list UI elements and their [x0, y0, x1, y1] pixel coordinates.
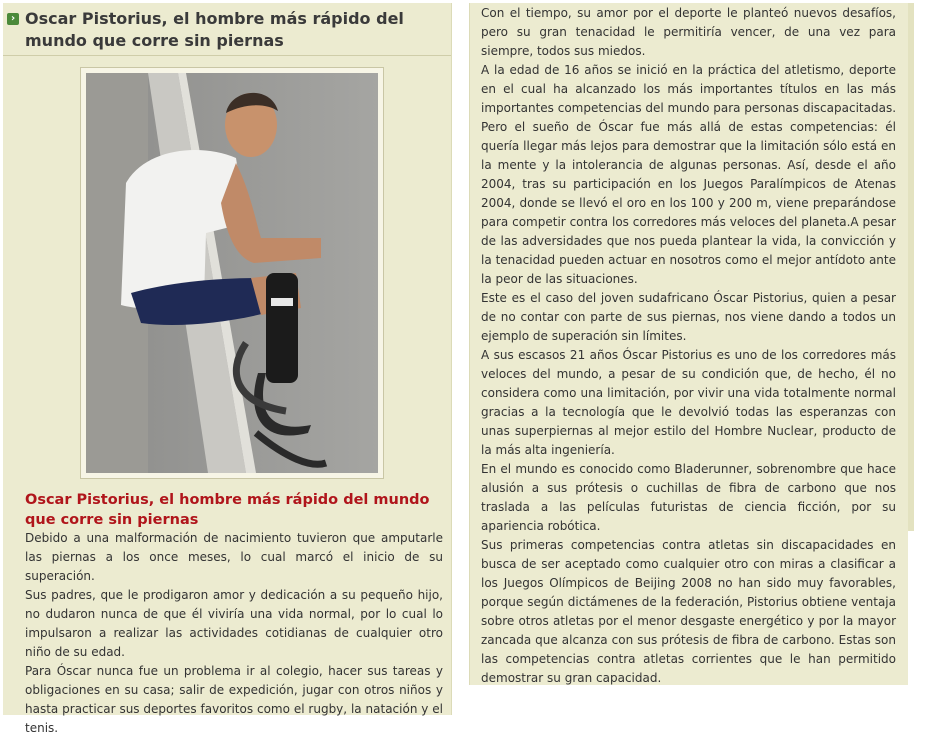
- paragraph: Con el tiempo, su amor por el deporte le planteó nuevos desafíos, pero su gran tenacidad le permitiría vencer, de una vez para siempre, todos sus miedos.: [481, 6, 896, 58]
- athlete-photo: [80, 67, 384, 479]
- paragraph: En el mundo es conocido como Bladerunner, sobrenombre que hace alusión a sus prótesis o cuchillas de fibra de carbono que nos traslada a las películas futuristas de ciencia ficción, por su apariencia robótica.: [481, 462, 896, 533]
- paragraph: Pero el sueño de Óscar fue más allá de estas competencias: él quería llegar más lejos para demostrar que la limitación sólo está en la mente y la intolerancia de algunas personas. Así, desde el año 2004, tras su participación en los Juegos Paralímpicos de Atenas 2004, donde se llevó el oro en los 100 y 200 m, viene preparándose para competir contra los corredores más veloces del planeta.A pesar de las adversidades que nos pueda plantear la vida, la convicción y la tenacidad pueden actuar en nosotros como el mejor antídoto ante la peor de las situaciones.: [481, 120, 896, 286]
- athlete-photo-image: [86, 73, 378, 473]
- left-column: [3, 3, 452, 735]
- page-title: Oscar Pistorius, el hombre más rápido del mundo que corre sin piernas: [25, 9, 404, 50]
- paragraph: A la edad de 16 años se inició en la práctica del atletismo, deporte en el cual ha alcanzado los más importantes títulos en las más importantes competencias del mundo para personas discapacitadas.: [481, 63, 897, 115]
- article-subtitle: Oscar Pistorius, el hombre más rápido del mundo que corre sin piernas: [25, 492, 430, 528]
- right-body-text: [481, 4, 896, 688]
- paragraph: Este es el caso del joven sudafricano Óscar Pistorius, quien a pesar de no contar con parte de sus piernas, nos viene dando a todos un ejemplo de superación sin límites.: [481, 291, 896, 343]
- paragraph: A sus escasos 21 años Óscar Pistorius es uno de los corredores más veloces del mundo, a pesar de su condición que, de hecho, él no considera como una limitación, por vivir una vida totalmente normal gracias a la tecnología que le devolvió todas las esperanzas con unas superpiernas al mejor estilo del Hombre Nuclear, producto de la más alta ingeniería.: [481, 348, 896, 457]
- article-header: [3, 3, 451, 56]
- paragraph: Sus primeras competencias contra atletas sin discapacidades en busca de ser aceptado como cualquier otro con miras a clasificar a los Juegos Olímpicos de Beijing 2008 no han sido muy favorables, porque según dictámenes de la federación, Pistorius obtiene ventaja sobre otros atletas por el menor desgaste energético y por la mayor zancada que alcanza con sus prótesis de fibra de carbono. Estas son las competencias contra atletas corrientes que le han permitido demostrar su gran capacidad.: [481, 538, 896, 685]
- arrow-right-icon: ›: [7, 13, 19, 25]
- paragraph: Para Óscar nunca fue un problema ir al colegio, hacer sus tareas y obligaciones en su casa; salir de expedición, jugar con otros niños y hasta practicar sus deportes favoritos como el rugby, la natación y el tenis.: [25, 664, 443, 735]
- left-body-text: [25, 529, 443, 738]
- paragraph: Sus padres, que le prodigaron amor y dedicación a su pequeño hijo, no dudaron nunca de que él viviría una vida normal, por lo cual lo impulsaron a realizar las actividades cotidianas de cualquier otro niño de su edad.: [25, 588, 443, 659]
- right-column: [469, 3, 908, 685]
- panel-edge: [908, 3, 914, 531]
- paragraph: Debido a una malformación de nacimiento tuvieron que amputarle las piernas a los once meses, lo cual marcó el inicio de su superación.: [25, 531, 443, 583]
